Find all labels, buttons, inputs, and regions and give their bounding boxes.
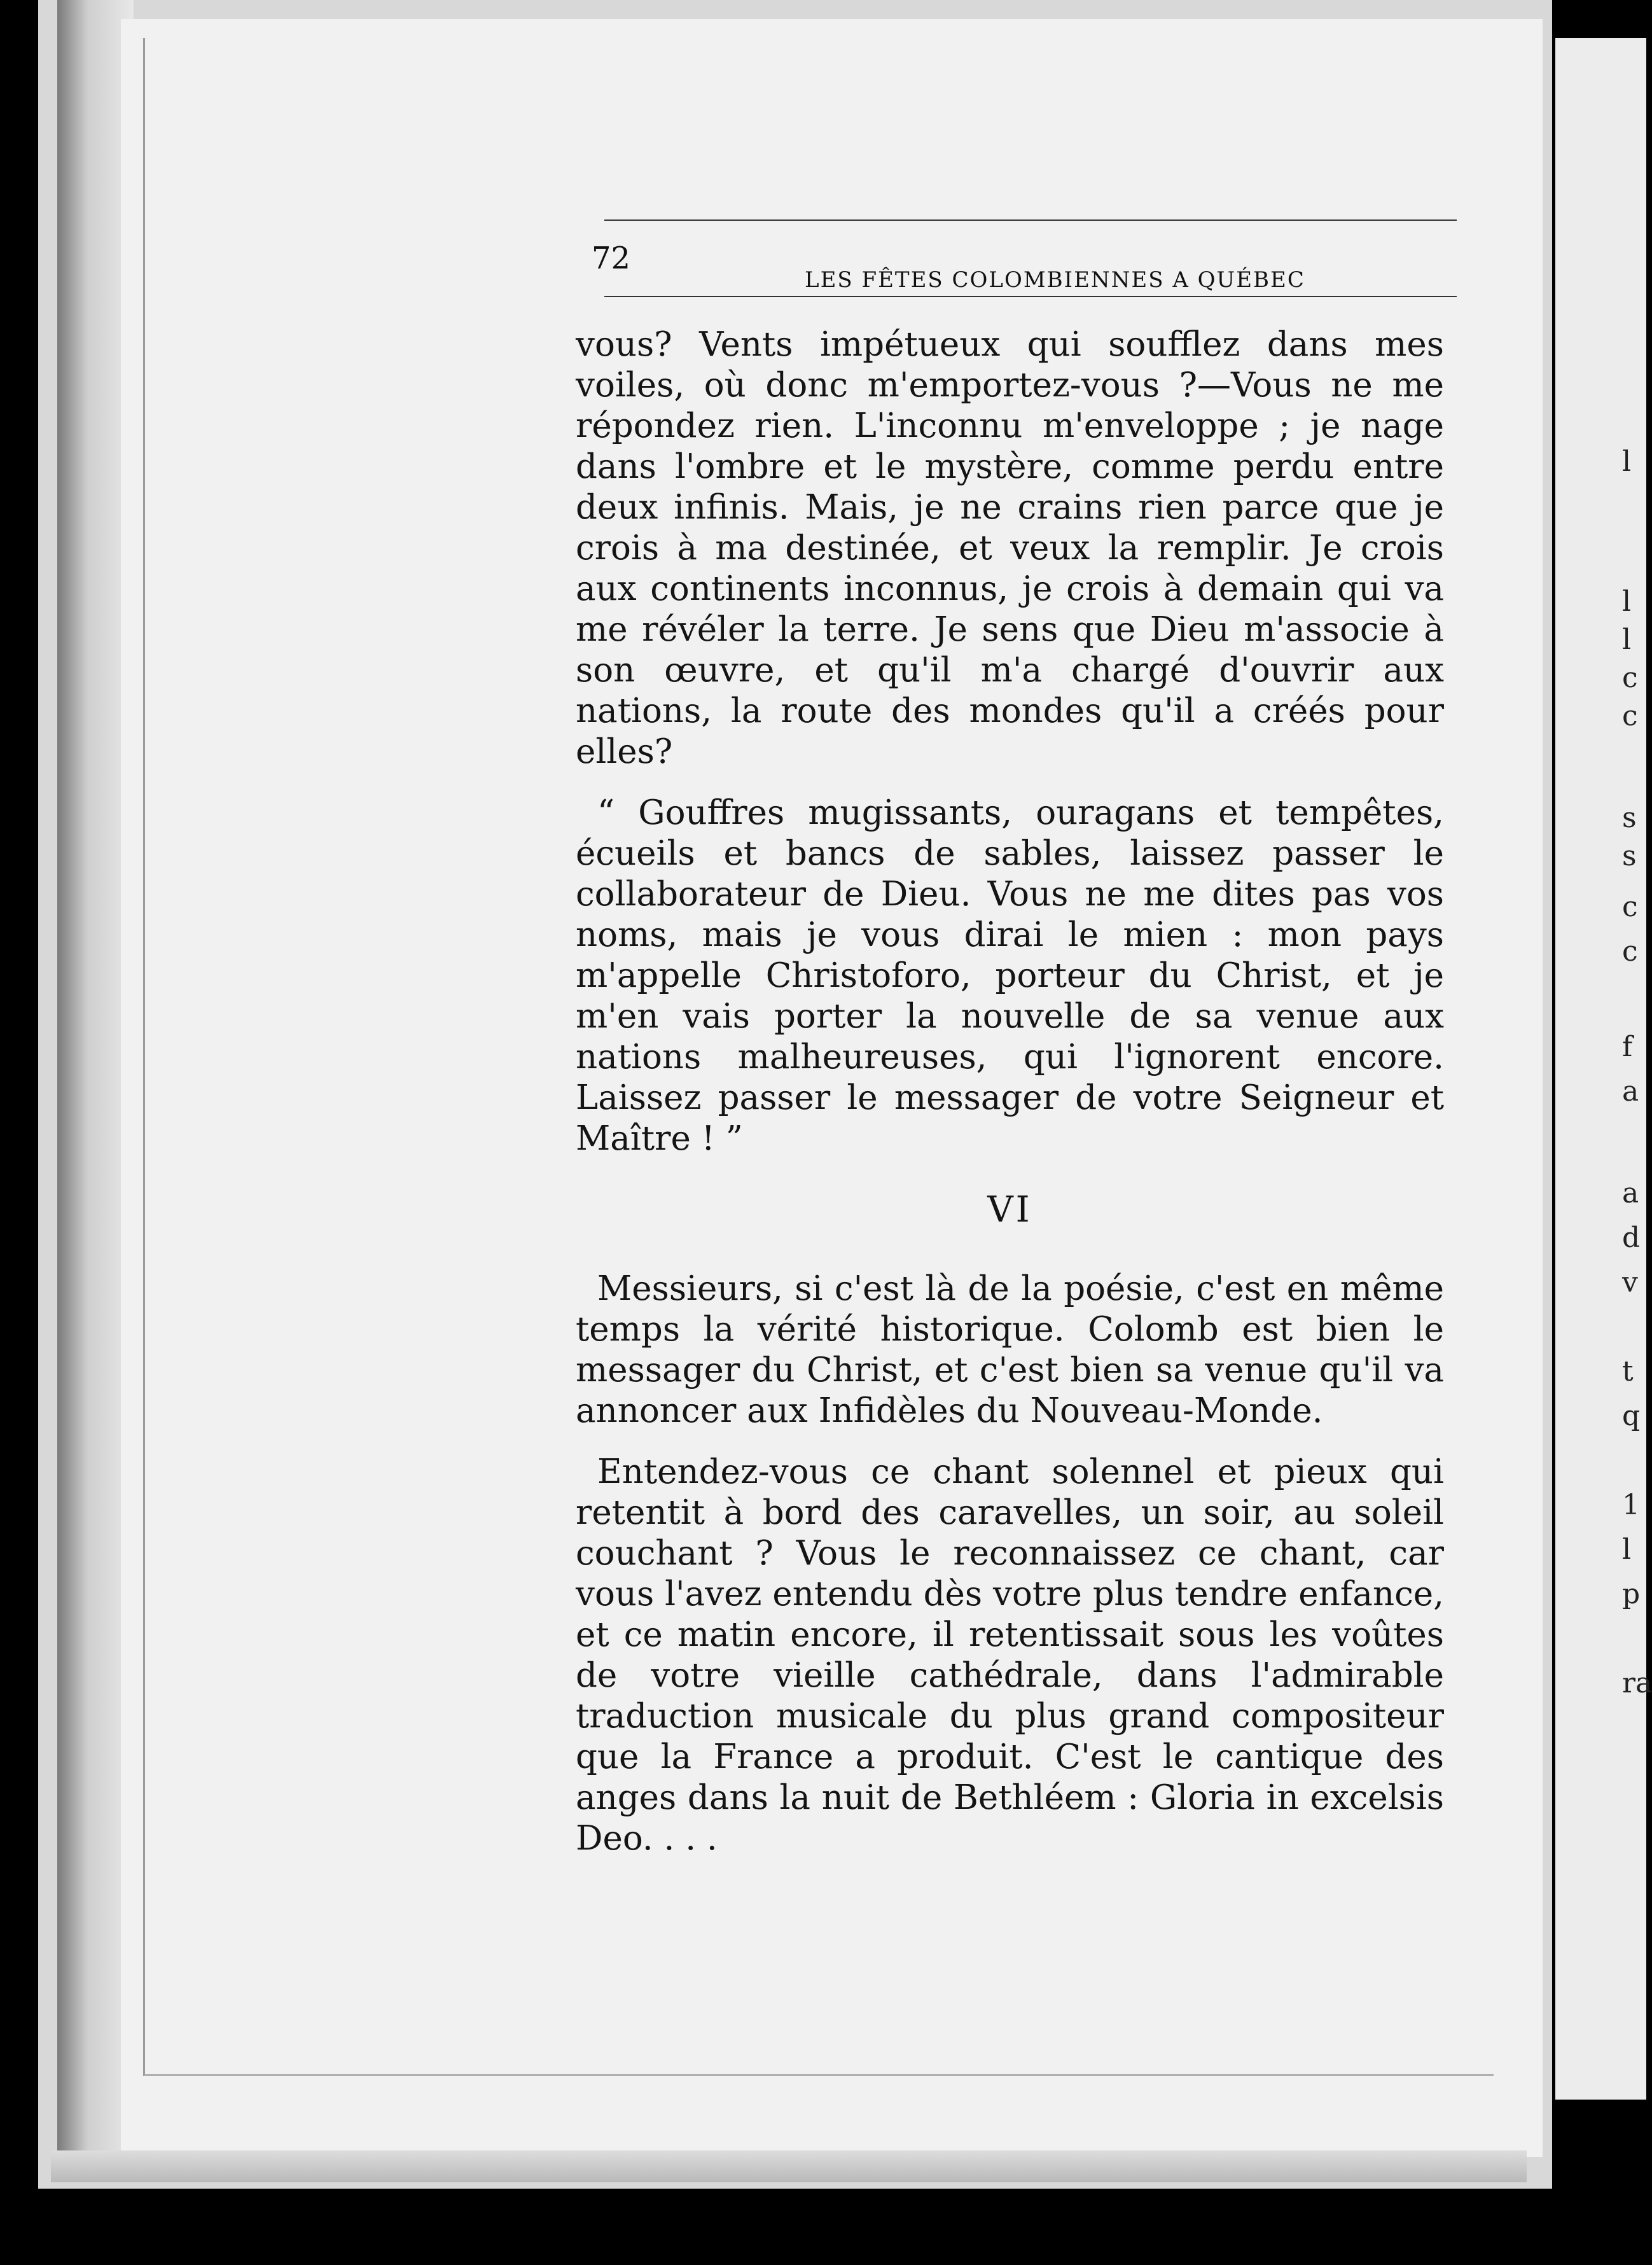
facing-page-letter: 1 [1622, 1489, 1640, 1521]
facing-page-edge [1555, 38, 1646, 2100]
facing-page-letter: l [1622, 624, 1632, 656]
facing-page-letter: a [1622, 1177, 1639, 1209]
page-number: 72 [592, 240, 631, 276]
facing-page-letter: a [1622, 1075, 1639, 1108]
facing-page-letter: l [1622, 445, 1632, 478]
facing-page-letter: ra [1622, 1667, 1652, 1699]
running-title: LES FÊTES COLOMBIENNES A QUÉBEC [805, 267, 1305, 293]
facing-page-letter: v [1622, 1266, 1638, 1299]
facing-page-letter: q [1622, 1400, 1641, 1432]
facing-page-letter: f [1622, 1031, 1633, 1063]
facing-page-letter: c [1622, 935, 1638, 968]
facing-page-letter: l [1622, 585, 1632, 618]
section-heading: VI [987, 1189, 1032, 1230]
facing-page-letter: c [1622, 700, 1638, 732]
header-rule-top [604, 220, 1457, 221]
facing-page-letter: s [1622, 802, 1637, 834]
facing-page-letter: p [1622, 1578, 1641, 1610]
body-text-upper [576, 324, 1444, 1879]
paragraph: Messieurs, si c'est là de la poésie, c'est en même temps la vérité historique. Colomb est bien le messager du Christ, et c'est bien sa venue qu'il va annoncer aux Infidèles du Nouveau-Monde. [576, 1269, 1444, 1430]
paragraph: Entendez-vous ce chant solennel et pieux qui retentit à bord des caravelles, un soir, au soleil couchant ? Vous le reconnaissez ce chant, car vous l'avez entendu dès votre plus tendre enfance, et ce matin encore, il retentissait sous les voûtes de votre vieille cathédrale, dans l'admirable traduction musicale du plus grand compositeur que la France a produit. C'est le cantique des anges dans la nuit de Bethléem : Gloria in excelsis Deo. . . . [576, 1453, 1444, 1858]
paragraph: vous? Vents impétueux qui soufflez dans mes voiles, où donc m'emportez-vous ?—Vous ne me répondez rien. L'inconnu m'enveloppe ; je nage dans l'ombre et le mystère, comme perdu entre deux infinis. Mais, je ne crains rien parce que je crois à ma destinée, et veux la remplir. Je crois aux continents inconnus, je crois à demain qui va me révéler la terre. Je sens que Dieu m'associe à son œuvre, et qu'il m'a chargé d'ouvrir aux nations, la route des mondes qu'il a créés pour elles? [576, 325, 1444, 771]
facing-page-letter: c [1622, 662, 1638, 694]
facing-page-letter: t [1622, 1355, 1634, 1388]
page-bottom-edge [51, 2150, 1527, 2182]
facing-page-letter: l [1622, 1533, 1632, 1566]
facing-page-letter: d [1622, 1222, 1641, 1254]
facing-page-letter: c [1622, 891, 1638, 923]
facing-page-letter: s [1622, 840, 1637, 872]
header-rule-bottom [604, 296, 1457, 297]
paragraph: “ Gouffres mugissants, ouragans et tempêtes, écueils et bancs de sables, laissez passer le collaborateur de Dieu. Vous ne me dites pas vos noms, mais je vous dirai le mien : mon pays m'appelle Christoforo, porteur du Christ, et je m'en vais porter la nouvelle de sa venue aux nations malheureuses, qui l'ignorent encore. Laissez passer le messager de votre Seigneur et Maître ! ” [576, 793, 1444, 1158]
